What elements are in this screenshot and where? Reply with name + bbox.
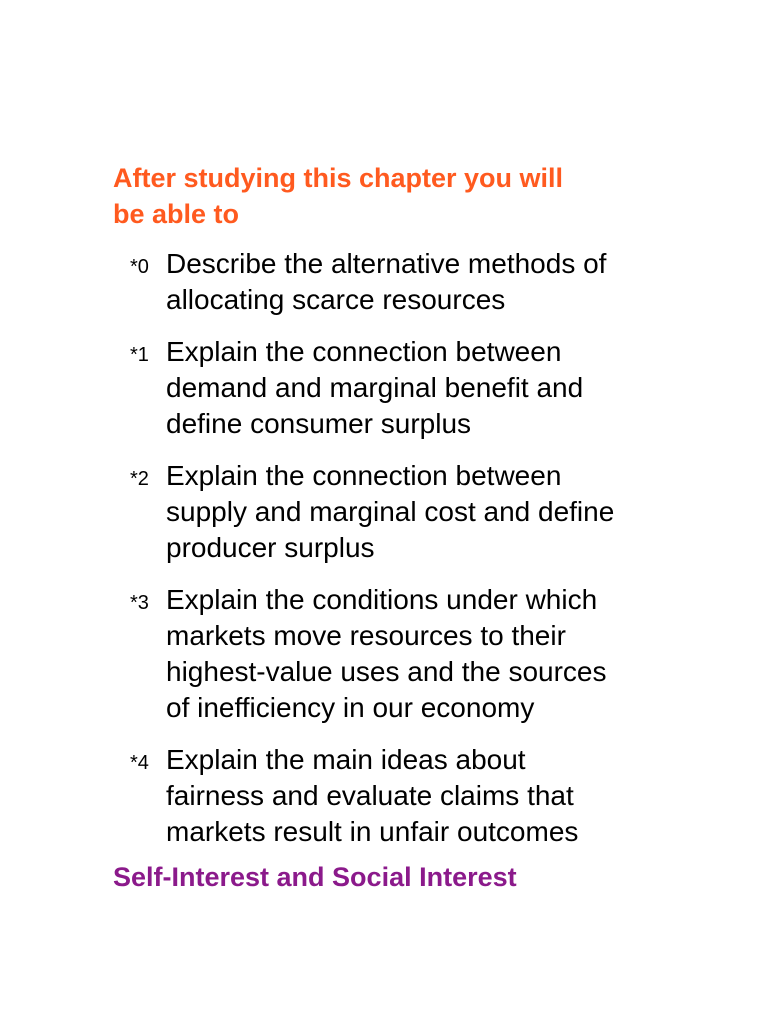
objective-line: Explain the conditions under which — [166, 584, 598, 615]
objective-item-1 — [130, 334, 690, 442]
objective-line: allocating scarce resources — [166, 284, 506, 315]
intro-line-2: be able to — [113, 199, 240, 229]
objective-line: of inefficiency in our economy — [166, 692, 535, 723]
objective-marker: *3 — [130, 592, 149, 614]
objective-text — [166, 334, 583, 442]
objective-line: supply and marginal cost and define — [166, 496, 615, 527]
objective-text — [166, 582, 607, 726]
section-heading: Self-Interest and Social Interest — [113, 862, 517, 892]
objective-line: Explain the main ideas about — [166, 744, 526, 775]
objective-line: Explain the connection between — [166, 460, 562, 491]
objective-marker: *4 — [130, 752, 149, 774]
objective-item-4 — [130, 742, 690, 850]
objective-item-3 — [130, 582, 690, 726]
intro-line-1: After studying this chapter you will — [113, 163, 564, 193]
objective-line: markets result in unfair outcomes — [166, 816, 579, 847]
objective-marker: *1 — [130, 344, 149, 366]
objective-marker: *2 — [130, 468, 149, 490]
objective-line: fairness and evaluate claims that — [166, 780, 574, 811]
objective-line: highest-value uses and the sources — [166, 656, 607, 687]
objective-line: Describe the alternative methods of — [166, 248, 607, 279]
intro-heading — [113, 160, 673, 232]
objective-marker: *0 — [130, 256, 149, 278]
objective-text — [166, 458, 614, 566]
objective-line: define consumer surplus — [166, 408, 472, 439]
objective-item-0 — [130, 246, 690, 318]
objective-line: Explain the connection between — [166, 336, 562, 367]
objective-line: producer surplus — [166, 532, 375, 563]
objective-item-2 — [130, 458, 690, 566]
objectives-list — [130, 246, 690, 866]
objective-text — [166, 246, 606, 318]
objective-line: markets move resources to their — [166, 620, 566, 651]
objective-text — [166, 742, 578, 850]
objective-line: demand and marginal benefit and — [166, 372, 584, 403]
